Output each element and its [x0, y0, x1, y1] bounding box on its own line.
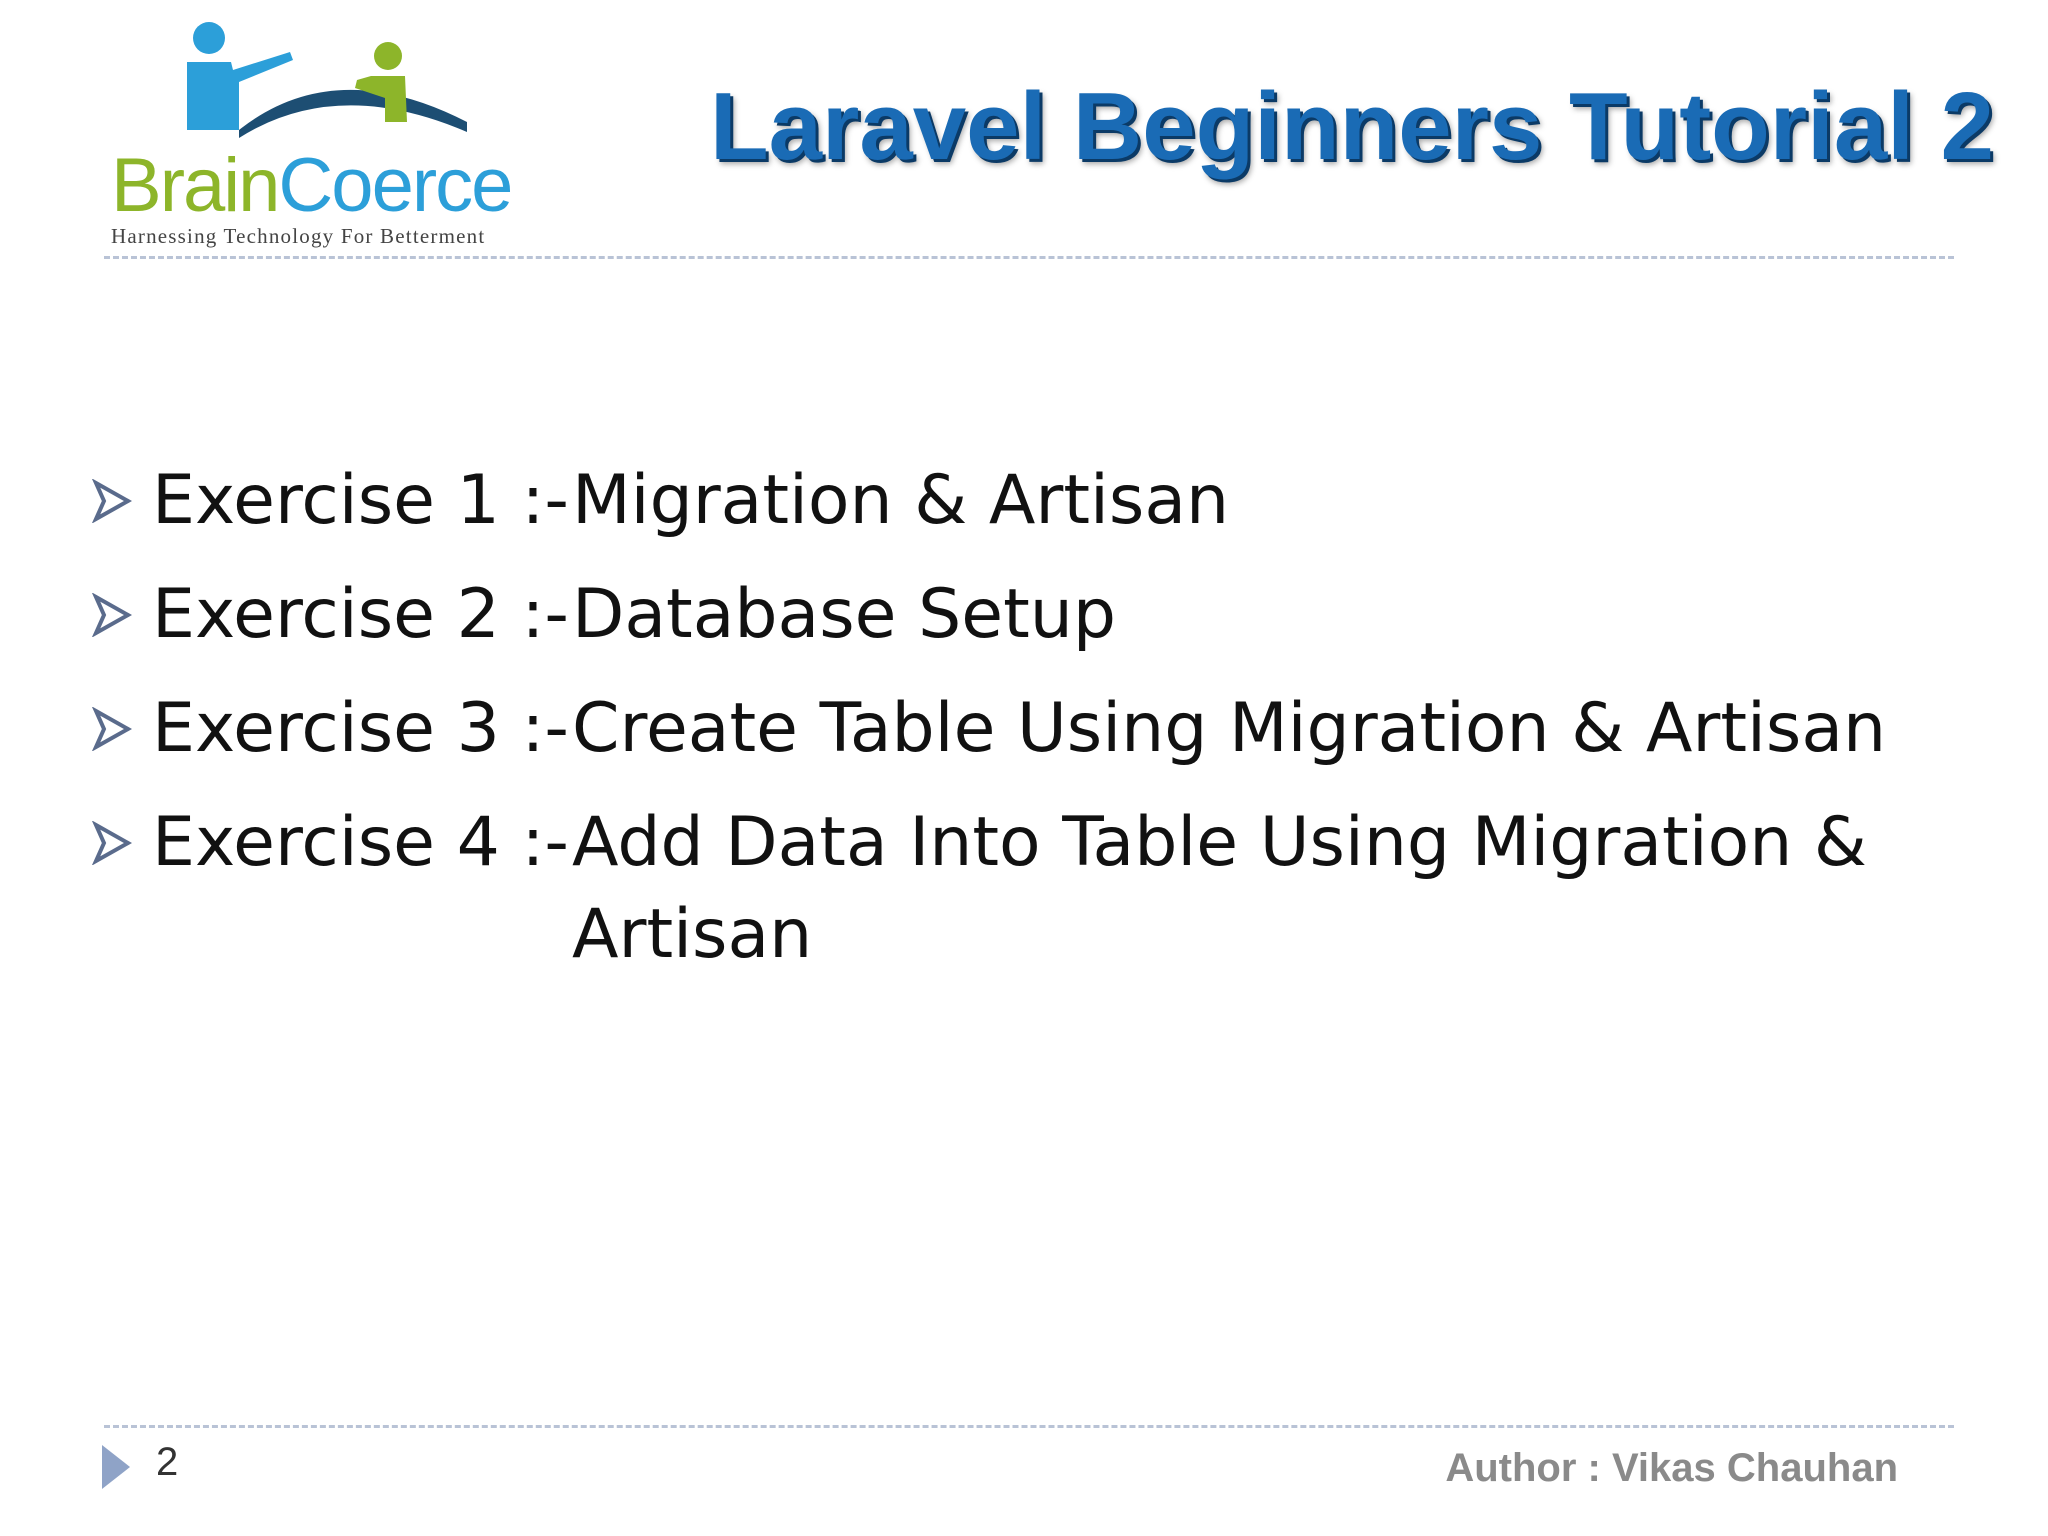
exercise-label: Exercise 4 :- [152, 803, 569, 882]
logo-wordmark [111, 143, 512, 228]
list-item [92, 797, 1952, 981]
list-item [92, 683, 1952, 775]
play-triangle-icon [102, 1445, 130, 1489]
hollow-arrow-bullet-icon [92, 683, 152, 775]
exercise-label: Exercise 3 :- [152, 689, 569, 768]
exercise-label: Exercise 2 :- [152, 575, 569, 654]
footer-divider [104, 1425, 1954, 1428]
list-item [92, 569, 1952, 661]
exercise-text: Create Table Using Migration & Artisan [572, 689, 1887, 768]
list-item [92, 455, 1952, 547]
logo-figures-icon [105, 14, 505, 154]
exercise-text: Database Setup [572, 575, 1116, 654]
page-number: 2 [156, 1440, 179, 1484]
logo-coerce-text: Coerce [278, 143, 512, 228]
logo-brain-text: Brain [111, 143, 279, 228]
slide-title: Laravel Beginners Tutorial 2 [710, 73, 1994, 180]
exercise-text: Add Data Into Table Using Migration & Artisan [572, 803, 1867, 974]
exercise-text: Migration & Artisan [572, 461, 1230, 540]
hollow-arrow-bullet-icon [92, 569, 152, 661]
hollow-arrow-bullet-icon [92, 455, 152, 547]
logo-tagline: Harnessing Technology For Betterment [111, 224, 486, 248]
exercise-label: Exercise 1 :- [152, 461, 569, 540]
braincoerce-logo [105, 14, 512, 248]
exercise-list [92, 455, 1952, 1003]
author-credit: Author : Vikas Chauhan [1445, 1446, 1898, 1490]
header-divider [104, 256, 1954, 259]
hollow-arrow-bullet-icon [92, 797, 152, 889]
